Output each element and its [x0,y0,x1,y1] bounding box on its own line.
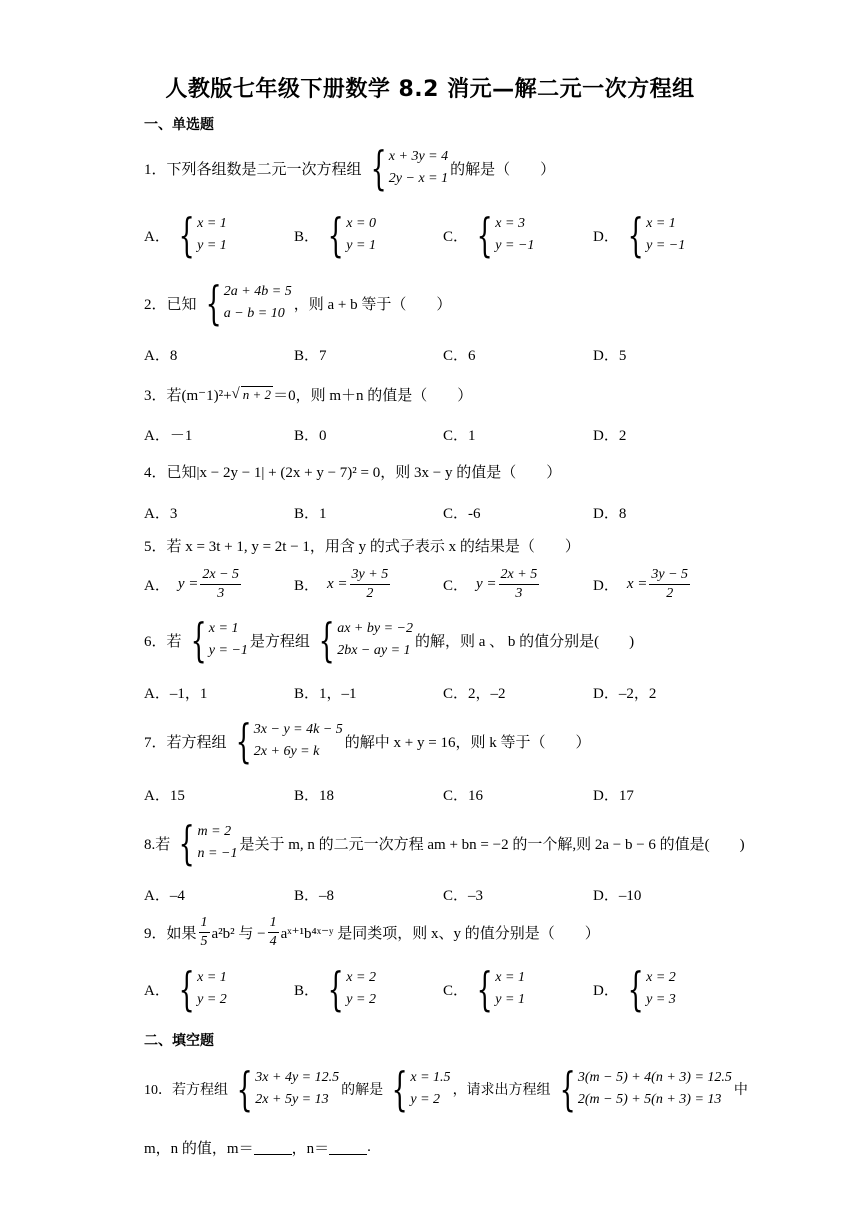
q5-option-c[interactable]: C． y = $\frac{2x + 5}{3}$ [443,567,538,601]
q7-option-d[interactable]: D．17 [593,788,634,804]
question-10: 10．若方程组 { 3x + 4y = 12.5 2x + 5y = 13 的解是 { x = 1.5 y = 2 ，请求出方程组 { 3(m − 5) + 4(n + 3) = 12.5 2(m − 5) + 5(n + 3) = 13 中 [144,1062,748,1116]
q4-option-d[interactable]: D．8 [593,506,627,522]
q8-option-d[interactable]: D．–10 [593,888,642,904]
question-4: 4．已知|x − 2y − 1| + (2x + y − 7)² = 0，则 3x − y 的值是（ ） [144,465,562,481]
q3-option-a[interactable]: A．－1 [144,428,193,444]
question-3: 3．若(m⁻1)²+ √ n + 2 ＝0，则 m＋n 的值是（ ） [144,386,473,404]
q7-option-a[interactable]: A．15 [144,788,185,804]
question-9: 9．如果 $\frac{1}{5}$ a²b² 与 − $\frac{1}{4}$ aˣ⁺¹b⁴ˣ⁻ʸ 是同类项，则 x、y 的值分别是（ ） [144,915,600,949]
q9-option-c[interactable]: C． { x = 1 y = 1 [443,962,525,1016]
q8-option-b[interactable]: B．–8 [294,888,335,904]
q1-option-d[interactable]: D． { x = 1 y = −1 [593,208,686,262]
equation-system: { x = 1.5 y = 2 [391,1062,451,1116]
q1-option-b[interactable]: B． { x = 0 y = 1 [294,208,376,262]
q9-option-b[interactable]: B． { x = 2 y = 2 [294,962,376,1016]
q3-option-b[interactable]: B．0 [294,428,327,444]
answer-blank-n[interactable] [329,1140,367,1155]
question-1: 1．下列各组数是二元一次方程组 { x + 3y = 4 2y − x = 1 的解是（ ） [144,141,556,195]
q9-option-a[interactable]: A． { x = 1 y = 2 [144,962,227,1016]
section-single-choice: 一、单选题 [144,117,214,133]
section-fill-blank: 二、填空题 [144,1033,214,1049]
q7-option-b[interactable]: B．18 [294,788,335,804]
q8-option-a[interactable]: A．–4 [144,888,185,904]
q6-option-d[interactable]: D．–2，2 [593,686,657,702]
q6-option-b[interactable]: B．1，–1 [294,686,357,702]
q4-option-a[interactable]: A．3 [144,506,178,522]
question-10-line-2: m，n 的值，m＝ ，n＝ . [144,1139,371,1157]
equation-system: { 3x − y = 4k − 5 2x + 6y = k [235,714,343,768]
question-5: 5．若 x = 3t + 1, y = 2t − 1，用含 y 的式子表示 x 的结果是（ ） [144,539,580,555]
q5-option-b[interactable]: B． x = $\frac{3y + 5}{2}$ [294,567,389,601]
equation-system: { m = 2 n = −1 [178,816,238,870]
q3-option-c[interactable]: C．1 [443,428,476,444]
q2-option-b[interactable]: B．7 [294,348,327,364]
q6-option-a[interactable]: A．–1，1 [144,686,208,702]
q1-option-a[interactable]: A． { x = 1 y = 1 [144,208,227,262]
q6-option-c[interactable]: C．2，–2 [443,686,506,702]
answer-blank-m[interactable] [254,1140,292,1155]
question-2: 2．已知 { 2a + 4b = 5 a − b = 10 ，则 a + b 等于（ ） [144,276,452,330]
question-6: 6．若 { x = 1 y = −1 是方程组 { ax + by = −2 2bx − ay = 1 的解，则 a 、 b 的值分别是( ) [144,613,635,667]
equation-system: { 3(m − 5) + 4(n + 3) = 12.5 2(m − 5) + 5(n + 3) = 13 [559,1062,732,1116]
equation-system: { ax + by = −2 2bx − ay = 1 [318,613,413,667]
q2-option-c[interactable]: C．6 [443,348,476,364]
q2-option-d[interactable]: D．5 [593,348,627,364]
q1-option-c[interactable]: C． { x = 3 y = −1 [443,208,535,262]
equation-system: { x = 1 y = −1 [190,613,248,667]
q9-option-d[interactable]: D． { x = 2 y = 3 [593,962,676,1016]
question-8: 8.若 { m = 2 n = −1 是关于 m, n 的二元一次方程 am + bn = −2 的一个解,则 2a − b − 6 的值是( ) [144,816,745,870]
page-title: 人教版七年级下册数学 8.2 消元—解二元一次方程组 [165,77,695,102]
q5-option-a[interactable]: A． y = $\frac{2x - 5}{3}$ [144,567,240,601]
q4-option-b[interactable]: B．1 [294,506,327,522]
q2-option-a[interactable]: A．8 [144,348,178,364]
q5-option-d[interactable]: D． x = $\frac{3y - 5}{2}$ [593,567,689,601]
equation-system: { 3x + 4y = 12.5 2x + 5y = 13 [236,1062,340,1116]
q4-option-c[interactable]: C．-6 [443,506,481,522]
q3-option-d[interactable]: D．2 [593,428,627,444]
q8-option-c[interactable]: C．–3 [443,888,484,904]
equation-system: { x + 3y = 4 2y − x = 1 [370,141,449,195]
question-7: 7．若方程组 { 3x − y = 4k − 5 2x + 6y = k 的解中 x + y = 16，则 k 等于（ ） [144,714,591,768]
equation-system: { 2a + 4b = 5 a − b = 10 [205,276,292,330]
q7-option-c[interactable]: C．16 [443,788,484,804]
